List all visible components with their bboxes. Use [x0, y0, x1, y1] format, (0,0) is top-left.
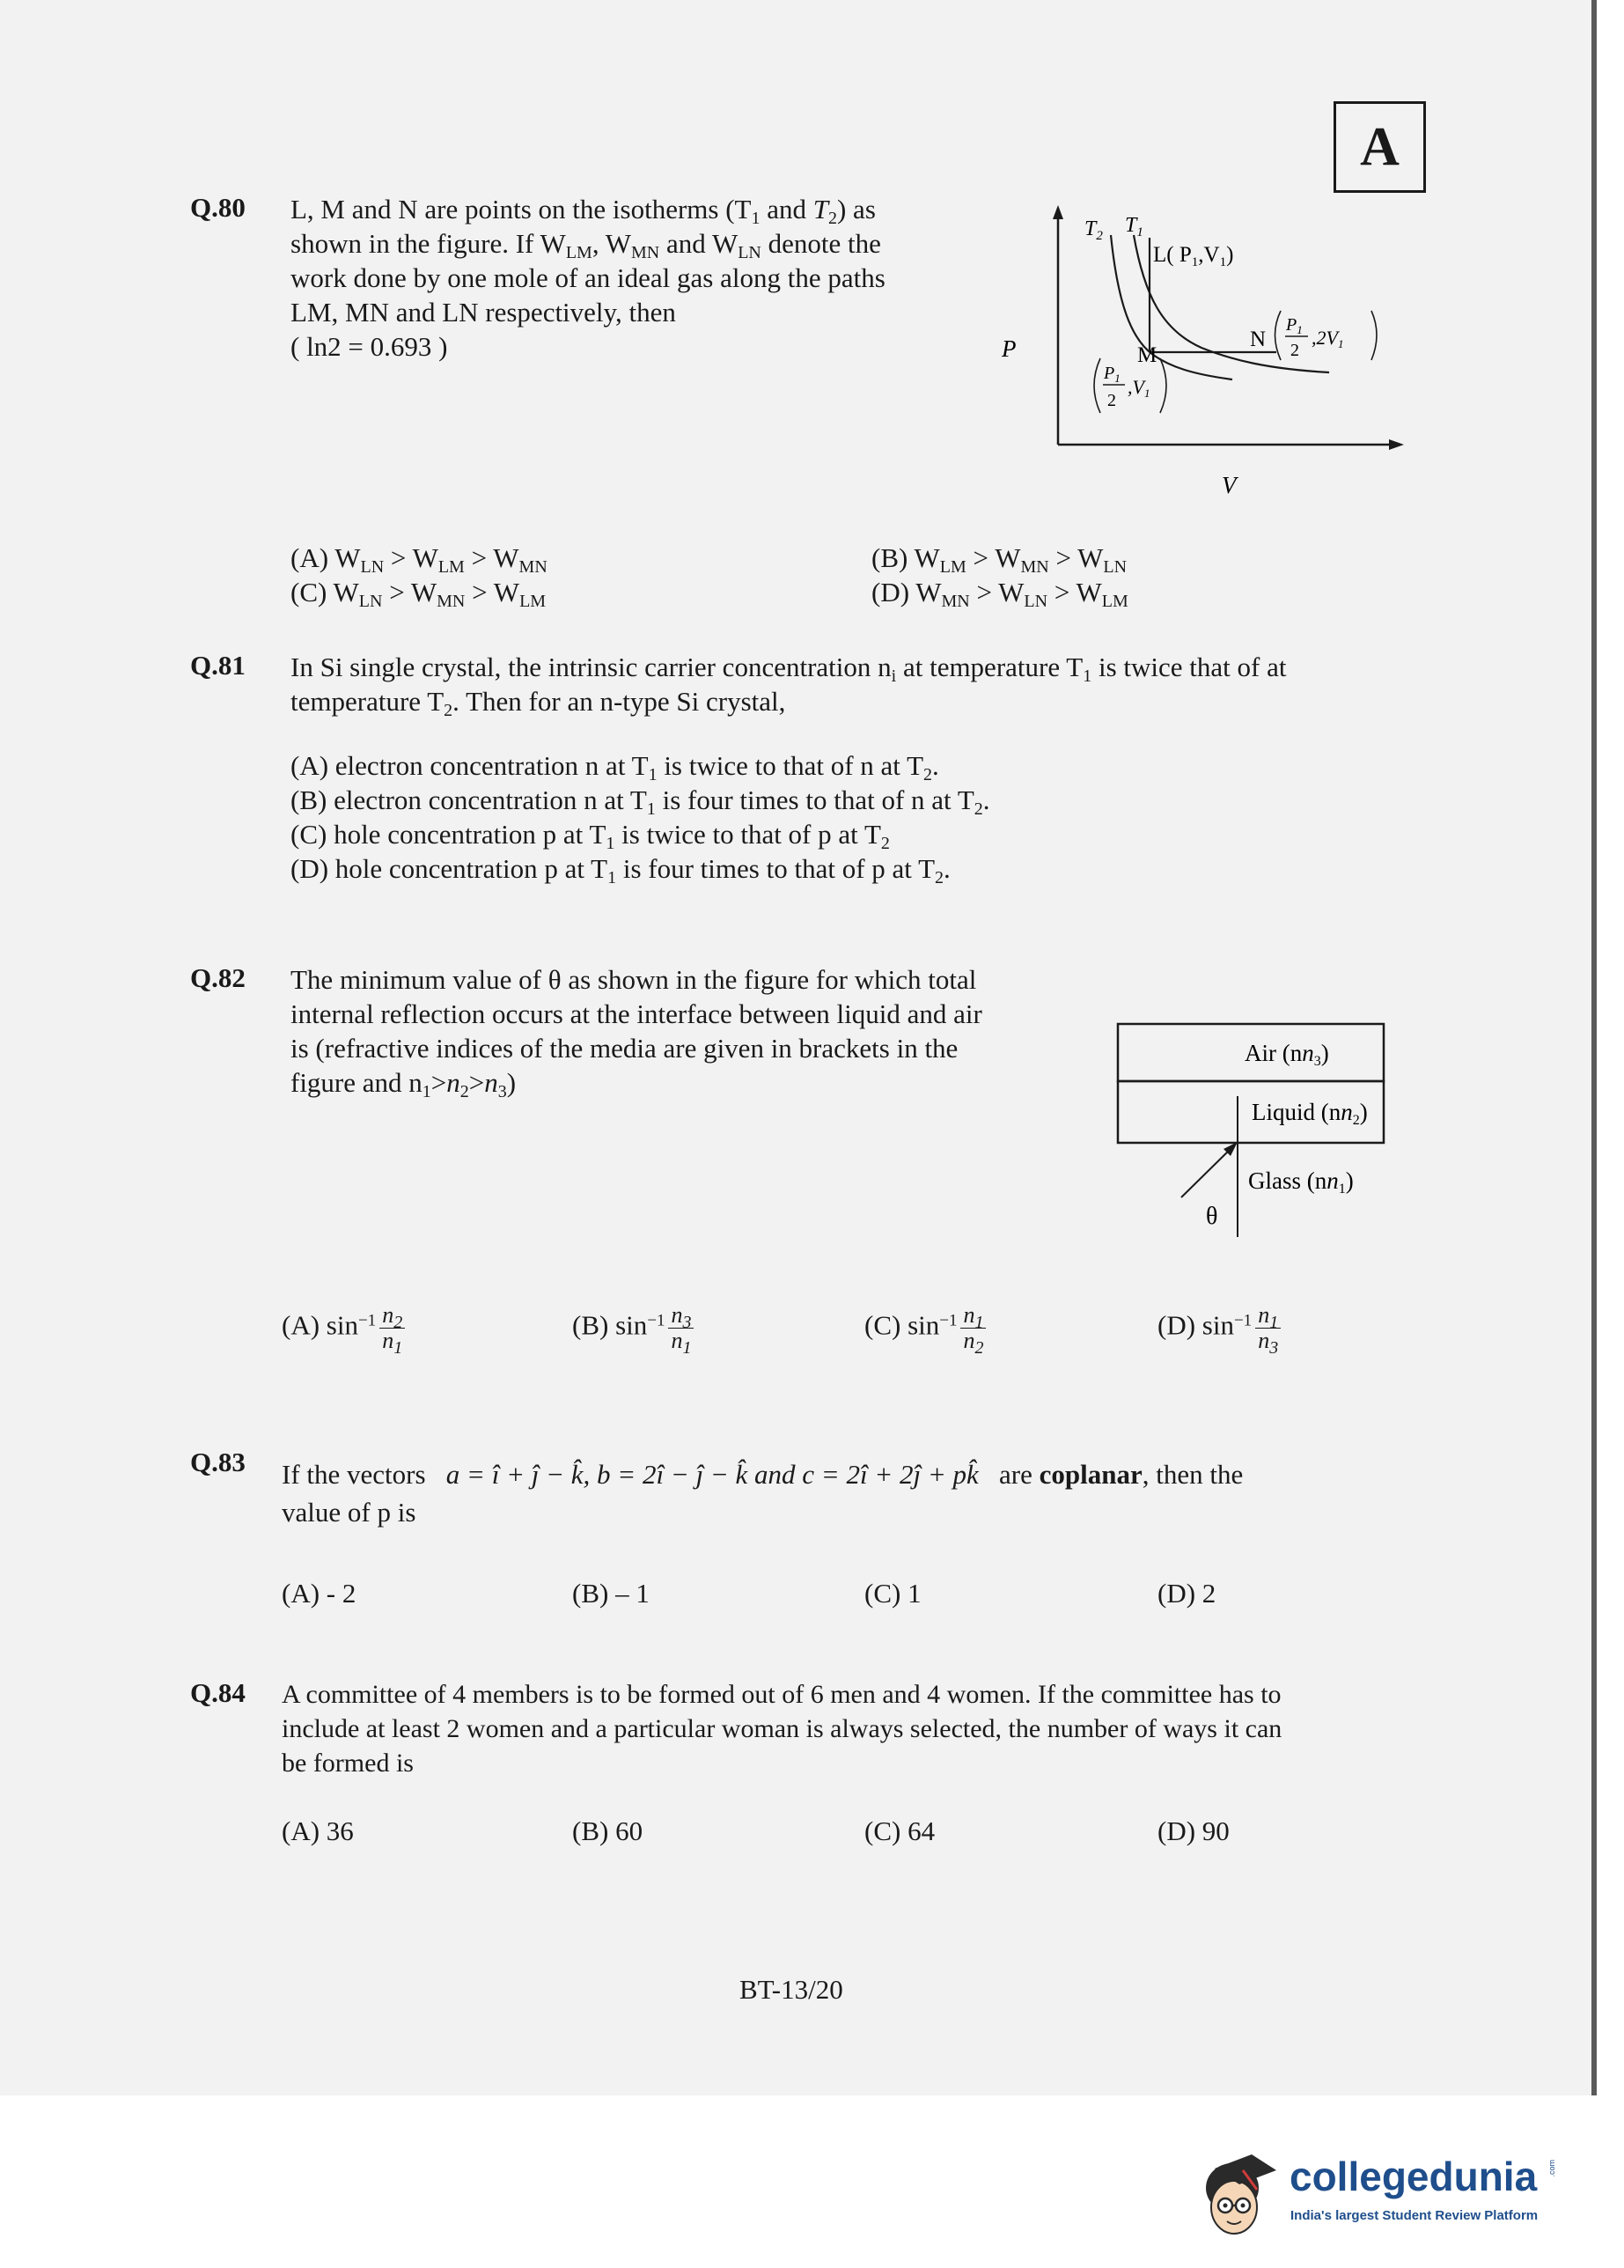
label-t2: $T_2$	[1084, 217, 1103, 243]
q80-option-c: (C) $W_{LN} > W_{MN} > W_{LM}$	[290, 577, 547, 611]
mascot-logo-icon	[1188, 2135, 1285, 2250]
label-air: Air (nn3)	[1245, 1040, 1329, 1069]
q83-text: If the vectors a = î + ĵ − k̂, b = 2î − ĵ − k̂ and c = 2î + 2ĵ + pk̂ are coplanar, then the value of p is	[282, 1459, 1244, 1528]
q82-option-a: (A) $\sin^{-1}$ $\frac{n_2}{n_1}$	[282, 1303, 405, 1353]
label-theta: θ	[1206, 1203, 1218, 1230]
label-t1: $T_1$	[1125, 214, 1143, 239]
brand-name: collegedunia	[1290, 2154, 1538, 2199]
isotherm-figure	[1002, 198, 1417, 515]
label-n-coordinates	[1275, 311, 1378, 360]
label-p: P	[1002, 335, 1017, 362]
refraction-figure	[1111, 1017, 1401, 1246]
label-point-l: L( $P_1,V_1$)	[1153, 243, 1234, 269]
q83-option-b: (B) – 1	[572, 1578, 650, 1609]
q81-option-d: (D) hole concentration p at $T_1$ is four times to that of p at $T_2$.	[290, 853, 951, 887]
q84-option-a: (A) 36	[282, 1815, 354, 1846]
q80-option-a: (A) $W_{LN} > W_{LM} > W_{MN}$	[290, 542, 547, 577]
question-number: Q.82	[190, 962, 246, 993]
svg-text:2: 2	[1290, 341, 1299, 360]
q80-text: L, M and N are points on the isotherms ($T_1$ and $T_2$) as shown in the figure. If $W_{LM}$, $W_{MN}$ and $W_{LN}$ denote the work done by one mole of an ideal gas along the paths LM, MN and LN respectively, then ( ln2 = 0.693 )	[290, 194, 885, 362]
q84-option-b: (B) 60	[572, 1815, 643, 1846]
svg-text:2: 2	[1107, 391, 1116, 410]
q81-text: In Si single crystal, the intrinsic carrier concentration $n_i$ at temperature $T_1$ is twice that of at temperature $T_2$. Then for an n-type Si crystal,	[290, 652, 1287, 720]
svg-text:P1: $P_1$	[1104, 364, 1121, 385]
q83-option-c: (C) 1	[864, 1578, 922, 1609]
q83-option-d: (D) 2	[1157, 1578, 1216, 1609]
label-glass: Glass (nn1)	[1248, 1167, 1354, 1197]
q84-option-d: (D) 90	[1157, 1815, 1230, 1846]
scan-edge	[1591, 0, 1597, 2095]
v-axis-arrow	[1389, 439, 1404, 450]
q83-option-a: (A) - 2	[282, 1578, 356, 1609]
q84-option-c: (C) 64	[864, 1815, 936, 1846]
question-number: Q.80	[190, 192, 246, 223]
q82-text: The minimum value of θ as shown in the figure for which total internal reflection occurs at the interface between liquid and air is (refractive indices of the media are given in brackets in the figure and $n_1>n_2>n_3$)	[290, 964, 982, 1101]
q82-option-d: (D) $\sin^{-1}$ $\frac{n_1}{n_3}$	[1157, 1303, 1281, 1353]
brand-dotcom: .com	[1547, 2160, 1556, 2177]
label-point-m: M	[1137, 343, 1157, 367]
svg-text:P1: $P_1$	[1286, 315, 1303, 336]
p-axis-arrow	[1053, 205, 1063, 219]
label-point-n: N	[1250, 328, 1267, 351]
page-footer-code: BT-13/20	[739, 1974, 843, 2005]
paper-code-box: A	[1334, 101, 1426, 193]
q82-option-c: (C) $\sin^{-1}$ $\frac{n_1}{n_2}$	[864, 1303, 986, 1353]
q81-option-c: (C) hole concentration p at $T_1$ is twice to that of p at $T_2$	[290, 819, 890, 853]
label-v: V	[1222, 472, 1237, 498]
q80-option-d: (D) $W_{MN} > W_{LN} > W_{LM}$	[871, 577, 1128, 611]
q80-option-b: (B) $W_{LM} > W_{MN} > W_{LN}$	[871, 542, 1128, 577]
label-liquid: Liquid (nn2)	[1252, 1099, 1368, 1128]
question-number: Q.83	[190, 1447, 246, 1477]
svg-text:,2V1: ,2V1	[1312, 327, 1344, 350]
q81-options	[290, 748, 1435, 886]
vector-expression: a = î + ĵ − k̂, b = 2î − ĵ − k̂ and c = 2î + 2ĵ + pk̂	[445, 1459, 979, 1490]
svg-text:,V1: ,V1	[1128, 376, 1150, 400]
incident-ray	[1181, 1145, 1234, 1197]
q81-option-b: (B) electron concentration n at $T_1$ is four times to that of n at $T_2$.	[290, 784, 990, 819]
question-number: Q.81	[190, 650, 246, 681]
question-number: Q.84	[190, 1677, 246, 1708]
q84-text: A committee of 4 members is to be formed out of 6 men and 4 women. If the committee has to include at least 2 women and a particular woman is always selected, the number of ways it can be formed is	[282, 1680, 1282, 1778]
brand-tagline: India's largest Student Review Platform	[1290, 2208, 1539, 2223]
q82-option-b: (B) $\sin^{-1}$ $\frac{n_3}{n_1}$	[572, 1303, 694, 1353]
q81-option-a: (A) electron concentration n at $T_1$ is twice to that of n at $T_2$.	[290, 750, 939, 784]
